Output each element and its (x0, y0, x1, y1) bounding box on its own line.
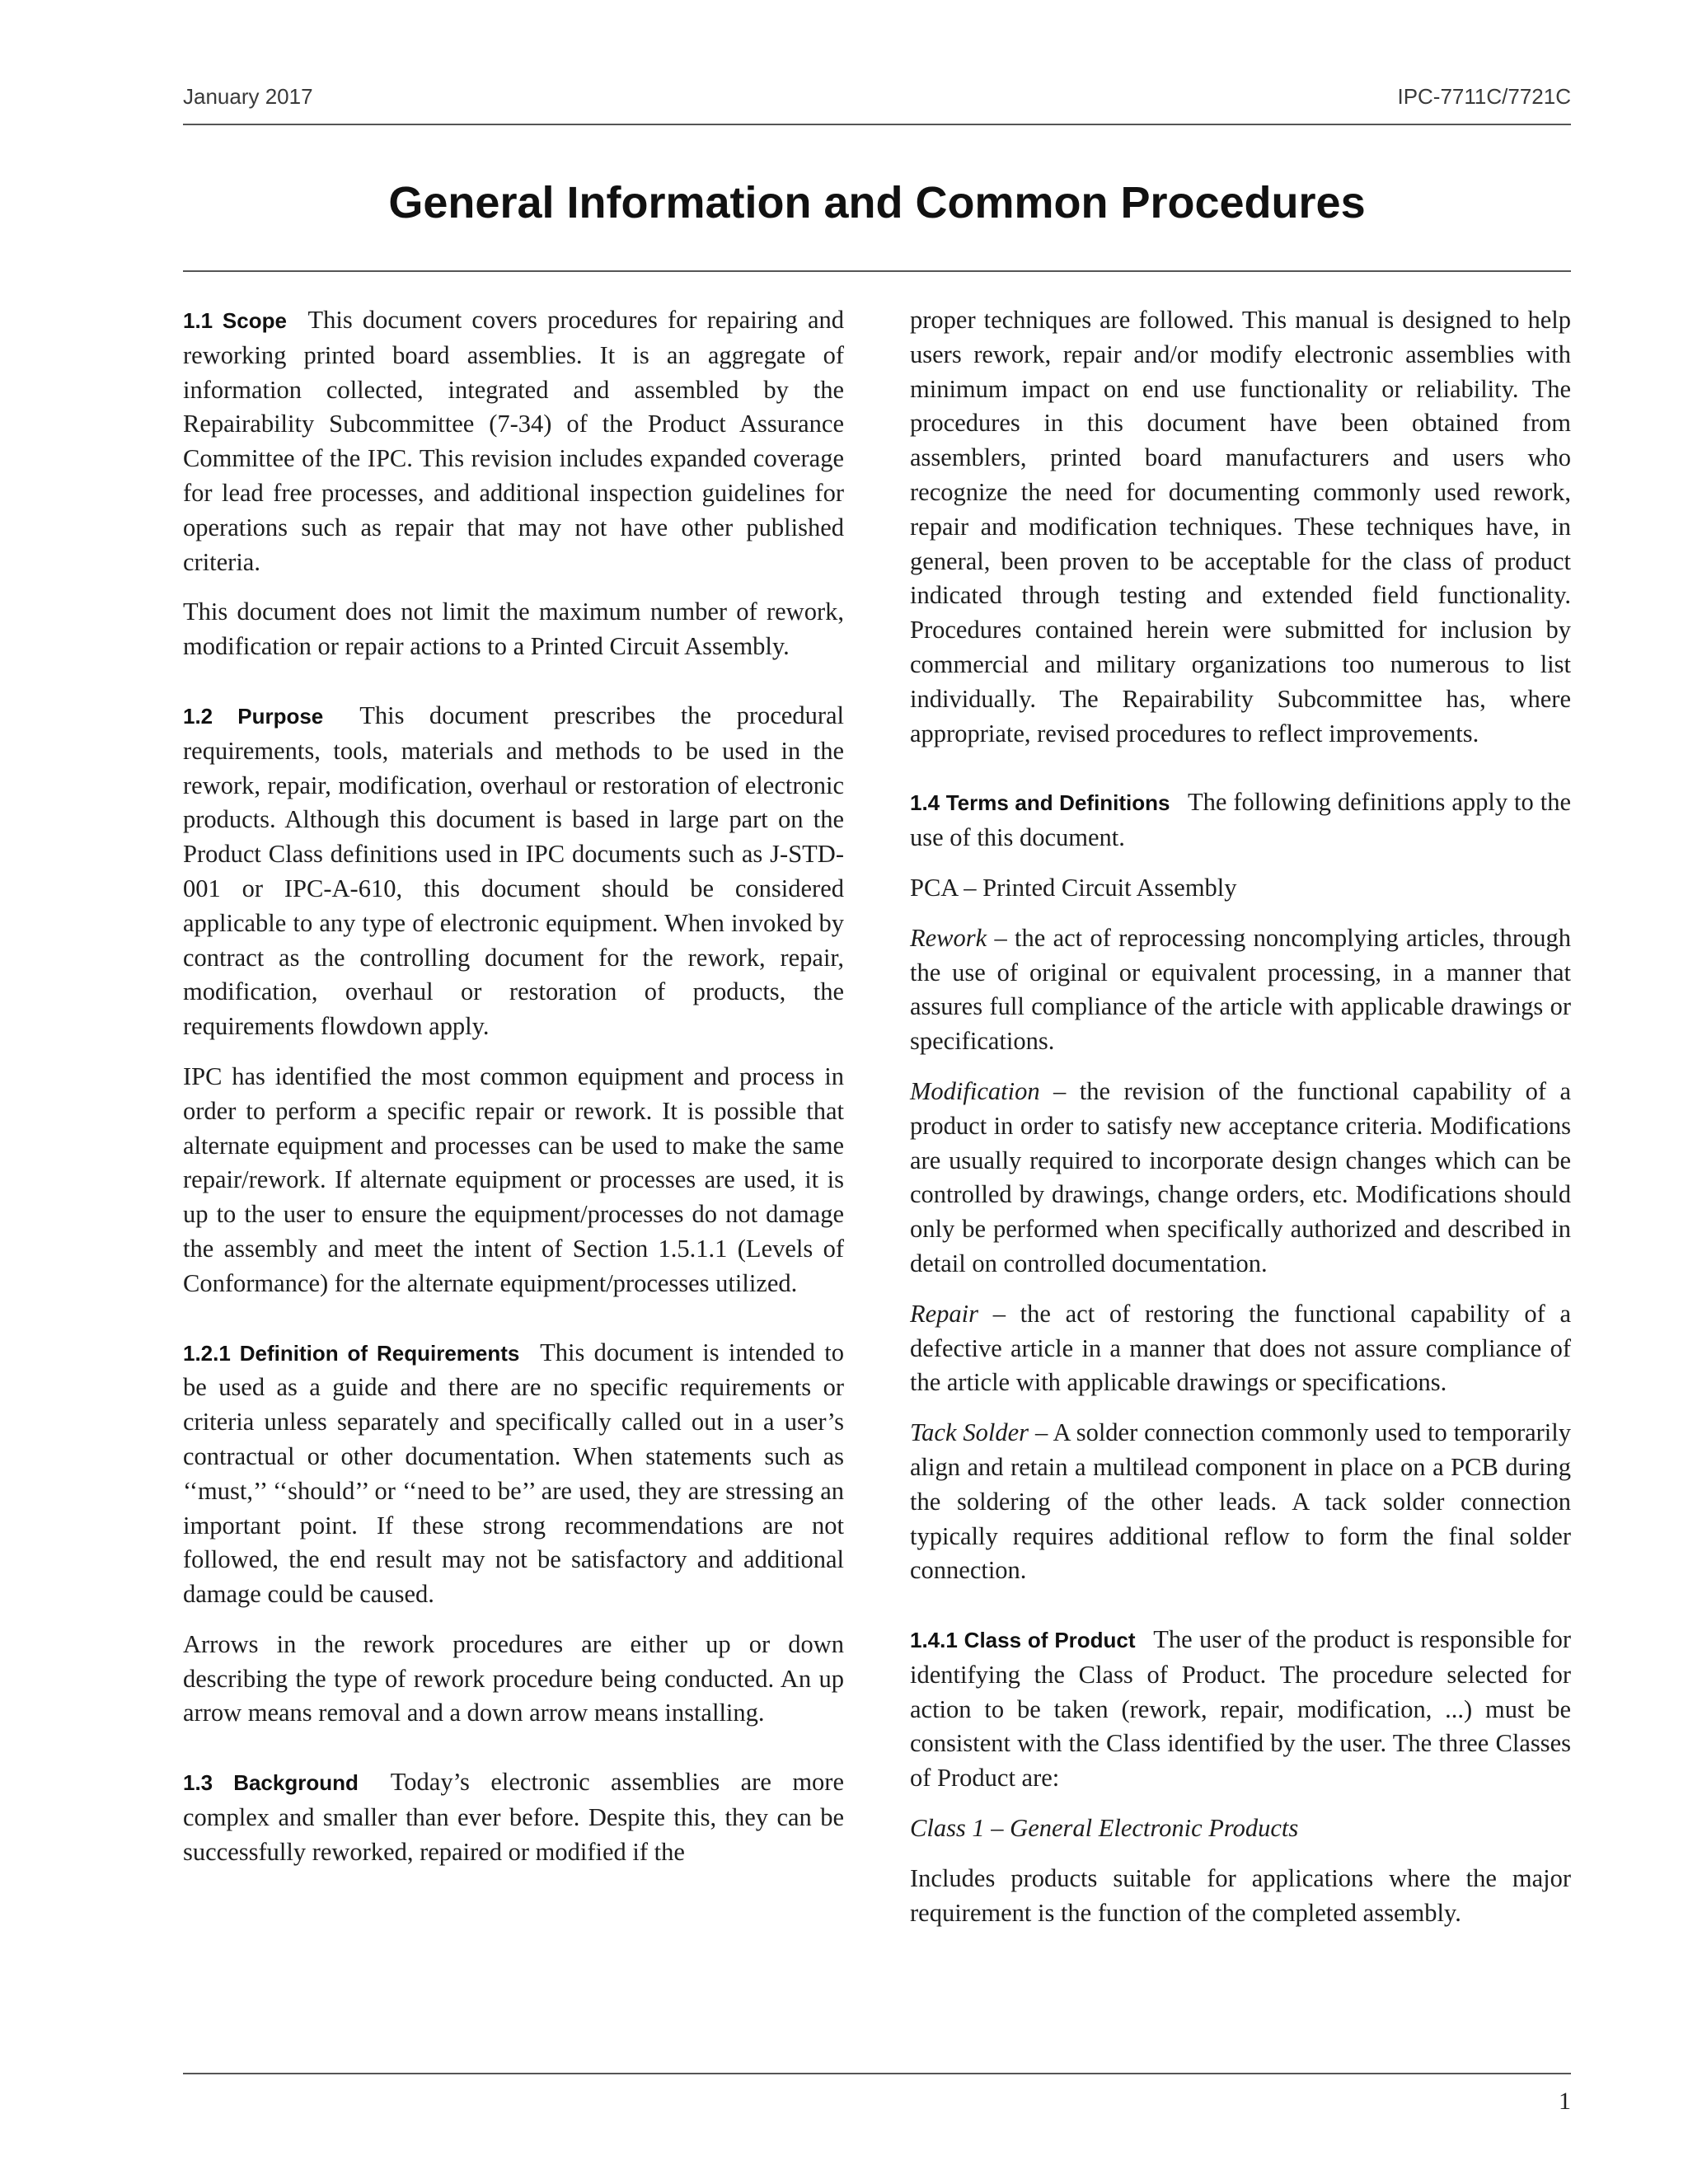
section-1-3-heading: 1.3 Background (183, 1770, 359, 1796)
section-1-4-paragraph (910, 785, 1571, 855)
section-1-2-1-heading: 1.2.1 Definition of Requirements (183, 1340, 520, 1366)
definition-term: Tack Solder (910, 1418, 1029, 1447)
section-1-4-1-text: The user of the product is responsible for identifying the Class of Product. The procedure selected for action to be taken (rework, repair, modification, ...) must be consistent with the Class identified by the user. The three Classes of Product are: (910, 1625, 1571, 1793)
section-1-1-paragraph (183, 303, 844, 579)
definition-text: – A solder connection commonly used to temporarily align and retain a multilead component in place on a PCB during the soldering of the other leads. A tack solder connection typically requires additional reflow to form the final solder connection. (910, 1418, 1571, 1585)
header-rule (183, 124, 1571, 125)
footer-rule (183, 2073, 1571, 2074)
section-1-2-1-paragraph (183, 1336, 844, 1612)
section-1-3-text: Today’s electronic assemblies are more complex and smaller than ever before. Despite this, they can be successfully reworked, repaired or modified if the (183, 1768, 844, 1866)
page-number: 1 (1559, 2088, 1571, 2115)
page-title: General Information and Common Procedures (388, 178, 1366, 227)
section-1-2-1-text: This document is intended to be used as a guide and there are no specific requirements or criteria unless separately and specifically called out in a user’s contractual or other documentation. When statements such as ‘‘must,’’ ‘‘should’’ or ‘‘need to be’’ are used, they are stressing an important point. If these strong recommendations are not followed, the end result may not be satisfactory and additional damage could be caused. (183, 1338, 844, 1609)
section-1-4-1-heading: 1.4.1 Class of Product (910, 1628, 1136, 1653)
title-rule (183, 270, 1571, 272)
section-1-2-paragraph (183, 699, 844, 1044)
definition-repair (910, 1297, 1571, 1400)
definition-text: – the act of reprocessing noncomplying articles, through the use of original or equivalent processing, in a manner that assures full compliance of the article with applicable drawings or specifications. (910, 923, 1571, 1056)
left-column (183, 303, 844, 1886)
class-1-description: Includes products suitable for applications where the major requirement is the function of the completed assembly. (910, 1863, 1571, 1927)
section-1-2-heading: 1.2 Purpose (183, 703, 324, 729)
section-1-3-continued: proper techniques are followed. This manual is designed to help users rework, repair and/or modify electronic assemblies with minimum impact on end use functionality or reliability. The procedures in this document have been obtained from assemblers, printed board manufacturers and users who recognize the need for documenting commonly used rework, repair and modification techniques. These techniques have, in general, been proven to be acceptable for the class of product indicated through testing and extended field functionality. Procedures contained herein were submitted for inclusion by commercial and military organizations too numerous to list individually. The Repairability Subcommittee has, where appropriate, revised procedures to reflect improvements. (910, 306, 1571, 748)
definition-text: – the act of restoring the functional capability of a defective article in a manner that does not assure compliance of the article with applicable drawings or specifications. (910, 1299, 1571, 1397)
section-1-2-paragraph-2: IPC has identified the most common equipment and process in order to perform a specific repair or rework. It is possible that alternate equipment and processes can be used to make the same repair/rework. If alternate equipment or processes are used, it is up to the user to ensure the equipment/processes do not damage the assembly and meet the intent of Section 1.5.1.1 (Levels of Conformance) for the alternate equipment/processes utilized. (183, 1062, 844, 1297)
section-1-2-1-paragraph-2: Arrows in the rework procedures are either up or down describing the type of rework procedure being conducted. An up arrow means removal and a down arrow means installing. (183, 1629, 844, 1727)
section-1-4-heading: 1.4 Terms and Definitions (910, 790, 1170, 816)
class-1-title-text: Class 1 – General Electronic Products (910, 1814, 1299, 1843)
definition-term: Rework (910, 923, 987, 952)
section-1-2-text: This document prescribes the procedural requirements, tools, materials and methods to be used in the rework, repair, modification, overhaul or restoration of electronic products. Although this document is based in large part on the Product Class definitions used in IPC documents such as J-STD-001 or IPC-A-610, this document should be considered applicable to any type of electronic equipment. When invoked by contract as the controlling document for the rework, repair, modification, overhaul or restoration of products, the requirements flowdown apply. (183, 701, 844, 1041)
section-1-4-intro: The following definitions apply to the use of this document. (910, 788, 1572, 852)
definition-term: Modification (910, 1076, 1040, 1105)
definition-tack-solder (910, 1416, 1571, 1588)
section-1-3-paragraph (183, 1765, 844, 1869)
section-1-1-text: This document covers procedures for repairing and reworking printed board assemblies. It is an aggregate of information collected, integrated and assembled by the Repairability Subcommittee (7-34) of the Product Assurance Committee of the IPC. This revision includes expanded coverage for lead free processes, and additional inspection guidelines for operations such as repair that may not have other published criteria. (183, 306, 844, 576)
section-1-1-heading: 1.1 Scope (183, 308, 287, 333)
definition-rework (910, 921, 1571, 1059)
section-1-1-paragraph-2: This document does not limit the maximum number of rework, modification or repair actions to a Printed Circuit Assembly. (183, 598, 844, 661)
definition-term: Repair (910, 1299, 979, 1328)
section-1-4-1-paragraph (910, 1623, 1571, 1796)
definition-text: – the revision of the functional capability of a product in order to satisfy new acceptance criteria. Modifications are usually required to incorporate design changes which can be controlled by drawings, change orders, etc. Modifications should only be performed when specifically authorized and described in detail on controlled documentation. (910, 1076, 1571, 1277)
definition-modification (910, 1075, 1571, 1282)
header-date: January 2017 (183, 84, 313, 109)
definition-pca: PCA – Printed Circuit Assembly (910, 873, 1237, 902)
header-doc-id: IPC-7711C/7721C (1397, 84, 1571, 109)
class-1-title (910, 1811, 1571, 1846)
right-column (910, 303, 1571, 1946)
